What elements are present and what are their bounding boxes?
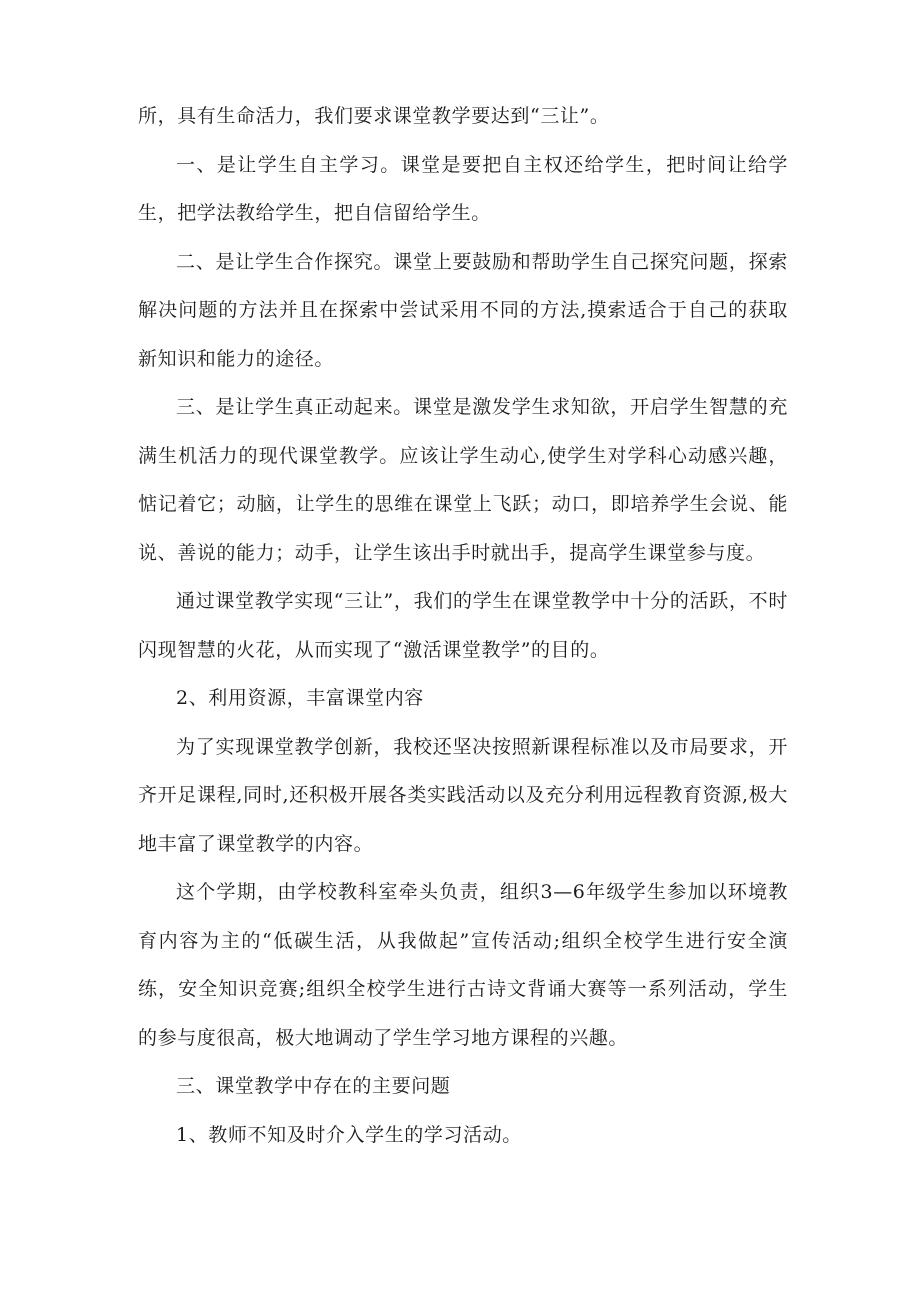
paragraph-three-let-summary: 通过课堂教学实现“三让”，我们的学生在课堂教学中十分的活跃，不时闪现智慧的火花，从而实现了“激活课堂教学”的目的。 (138, 590, 788, 661)
section-heading-problems: 三、课堂教学中存在的主要问题 (176, 1075, 451, 1097)
paragraph-activities: 这个学期，由学校教科室牵头负责，组织3—6年级学生参加以环境教育内容为主的“低碳生活，从我做起”宣传活动;组织全校学生进行安全演练，安全知识竞赛;组织全校学生进行古诗文背诵大赛等一系列活动，学生的参与度很高，极大地调动了学生学习地方课程的兴趣。 (138, 881, 788, 1049)
subsection-heading-teacher-intervention: 1、教师不知及时介入学生的学习活动。 (176, 1123, 522, 1146)
paragraph-curriculum: 为了实现课堂教学创新，我校还坚决按照新课程标准以及市局要求，开齐开足课程,同时,还积极开展各类实践活动以及充分利用远程教育资源,极大地丰富了课堂教学的内容。 (138, 735, 788, 855)
paragraph-self-learning: 一、是让学生自主学习。课堂是要把自主权还给学生，把时间让给学生，把学法教给学生，把自信留给学生。 (138, 153, 788, 224)
paragraph-continuation: 所，具有生命活力，我们要求课堂教学要达到“三让”。 (138, 105, 610, 127)
paragraph-active-engagement: 三、是让学生真正动起来。课堂是激发学生求知欲，开启学生智慧的充满生机活力的现代课堂教学。应该让学生动心,使学生对学科心动感兴趣，惦记着它；动脑，让学生的思维在课堂上飞跃；动口，即培养学生会说、能说、善说的能力；动手，让学生该出手时就出手，提高学生课堂参与度。 (138, 396, 788, 564)
document-body (138, 92, 788, 1159)
section-heading-resources: 2、利用资源，丰富课堂内容 (176, 687, 424, 709)
paragraph-cooperative-inquiry: 二、是让学生合作探究。课堂上要鼓励和帮助学生自己探究问题，探索解决问题的方法并且在探索中尝试采用不同的方法,摸索适合于自己的获取新知识和能力的途径。 (138, 250, 788, 370)
